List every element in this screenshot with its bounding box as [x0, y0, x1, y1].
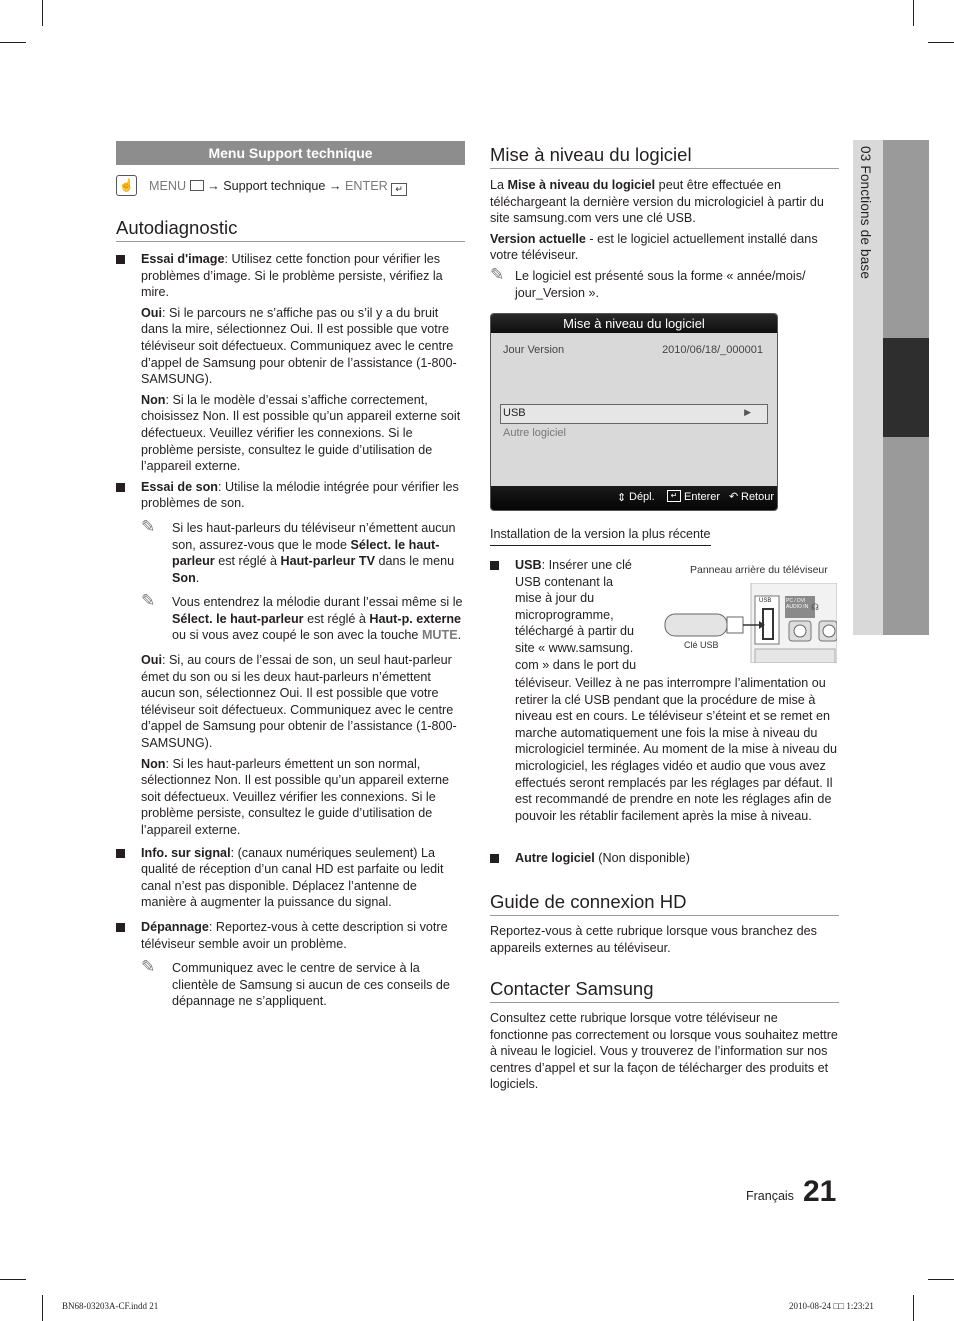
section-hd [490, 891, 839, 956]
note-pen-icon: ✎ [141, 957, 156, 977]
bullet-square [116, 923, 125, 932]
hd-text: Reportez-vous à cette rubrique lorsque vous branchez des appareils externes au téléviseur. [490, 924, 817, 955]
footer-language: Français [746, 1189, 794, 1203]
osd-jour-label: Jour Version [503, 344, 565, 356]
nav-arrow: → [207, 179, 220, 193]
menu-label: MENU [149, 179, 187, 193]
son-oui-non: Oui: Si, au cours de l’essai de son, un seul haut-parleur émet du son ou si les deux haut-parleurs n’émettent aucun son, sélectionnez Oui. Il est possible que votre téléviseur soit défectueux. Communiquez avec le centre d’appel de Samsung pour obtenir de l’assistance (1-800-SAMSUNG). Non: Si les haut-parleurs émettent un son normal, sélectionnez Non. Il est possible qu’un appareil externe soit défectueux. Veuillez vérifier les connexions. Si le problème persiste, consultez le guide d’utilisation de l’appareil externe. [141, 653, 457, 837]
heading-autodiagnostic: Autodiagnostic [116, 217, 465, 242]
print-date: 2010-08-24 □□ 1:23:21 [789, 1301, 874, 1311]
item-essai-image: Essai d'image: Utilisez cette fonction pour vérifier les problèmes d’image. Si le problème persiste, vérifiez la mire. Oui: Si le parcours ne s’affiche pas ou s’il y a du bruit dans la mire, sélectionnez Oui. Il est possible que votre téléviseur soit défectueux. Communiquez avec le centre d’appel de Samsung pour obtenir de l’assistance (1-800-SAMSUNG). Non: Si la le modèle d’essai s’affiche correctement, choisissez Non. Il est possible qu’un appareil externe soit défectueux. Veuillez vérifier les connexions. Si le problème persiste, consultez le guide d’utilisation de l’appareil externe. [116, 251, 465, 475]
osd-enterer: Enterer [684, 491, 721, 503]
bullet-square [116, 255, 125, 264]
menu-path [116, 175, 465, 195]
note-depannage: ✎ Communiquez avec le centre de service à la clientèle de Samsung si aucun de ces conseils de dépannage ne s’appliquent. [141, 957, 450, 1009]
enter-icon: ↵ [667, 490, 681, 502]
osd-footer [491, 486, 777, 510]
print-file: BN68-03203A-CF.indd 21 [62, 1301, 159, 1311]
osd-usb-label: USB [503, 407, 526, 419]
item-info-signal: Info. sur signal: (canaux numériques seulement) La qualité de réception d’un canal HD est parfaite ou ledit canal n’est pas disponible. Déplacez l’antenne de manière à augmenter la puissance du signal. [116, 845, 465, 911]
usb-key-caption: Clé USB [684, 640, 719, 650]
usb-item-top: USB: Insérer une clé USB contenant la mise à jour du microprogramme, téléchargé à partir du site « www.samsung. com » dans le port du [490, 557, 640, 673]
move-updown-icon: ⇕ [617, 492, 627, 504]
usb-illustration [663, 583, 837, 663]
menu-icon [190, 180, 204, 191]
port-pc-label: PC / DVI AUDIO IN [786, 598, 809, 610]
install-section [490, 526, 839, 546]
note-son-1: ✎ Si les haut-parleurs du téléviseur n’émettent aucun son, assurez-vous que le mode Sélect. le haut-parleur est réglé à Haut-parleur TV dans le menu Son. [141, 516, 456, 585]
hand-icon: ☝ [116, 175, 137, 196]
arrow-right-icon: ▶ [744, 407, 751, 417]
nav-support: Support technique [223, 179, 326, 193]
right-column [490, 144, 839, 301]
osd-title: Mise à niveau du logiciel [491, 314, 777, 333]
item-essai-son: Essai de son: Utilise la mélodie intégrée pour vérifier les problèmes de son. [116, 479, 465, 512]
bullet-square [116, 483, 125, 492]
note-pen-icon: ✎ [141, 591, 156, 611]
version-text: Version actuelle - est le logiciel actuellement installé dans votre téléviseur. [490, 231, 818, 263]
return-icon: ↶ [729, 491, 739, 503]
bullet-square [490, 561, 499, 570]
side-tab-label: 03 Fonctions de base [858, 146, 873, 280]
port-usb-label: USB [759, 598, 772, 604]
osd-autre-logiciel[interactable]: Autre logiciel [503, 427, 566, 439]
note-son-2: ✎ Vous entendrez la mélodie durant l’essai même si le Sélect. le haut-parleur est réglé à Haut-p. externe ou si vous avez coupé le son avec la touche MUTE. [141, 591, 463, 643]
usb-item-bottom: téléviseur. Veillez à ne pas interrompre l’alimentation ou retirer la clé USB pendant que la procédure de mise à niveau est en cours. Le téléviseur s’éteint et se remet en marche automatiquement une fois la mise à niveau du micrologiciel terminée. Au moment de la mise à niveau du micrologiciel, les réglages vidéo et audio que vous avez effectués seront remplacés par les réglages par défaut. Il est recommandé de prendre en note les réglages afin de pouvoir les rétablir facilement après la mise à niveau. [515, 676, 837, 823]
heading-contacter: Contacter Samsung [490, 978, 839, 1003]
note-format: ✎ Le logiciel est présenté sous la forme « année/mois/ jour_Version ». [490, 264, 806, 300]
headphone-icon: ☊ [811, 602, 819, 612]
item-depannage: Dépannage: Reportez-vous à cette description si votre téléviseur semble avoir un problème. [116, 919, 465, 952]
menu-support-bar: Menu Support technique [116, 141, 465, 165]
item-autre-logiciel: Autre logiciel (Non disponible) [490, 850, 839, 867]
left-column [116, 141, 465, 1010]
panel-caption: Panneau arrière du téléviseur [690, 564, 828, 576]
page-number: 21 [803, 1175, 837, 1208]
nav-enter: ENTER [345, 179, 388, 193]
side-tab-dark [883, 338, 929, 437]
nav-arrow: → [328, 179, 342, 193]
bullet-square [490, 854, 499, 863]
note-pen-icon: ✎ [141, 516, 156, 536]
install-title: Installation de la version la plus récente [490, 526, 711, 546]
heading-guide-hd: Guide de connexion HD [490, 891, 839, 916]
osd-jour-value: 2010/06/18/_000001 [662, 344, 763, 356]
bullet-square [116, 849, 125, 858]
contact-text: Consultez cette rubrique lorsque votre téléviseur ne fonctionne pas correctement ou lorsque vous souhaitez mettre à niveau le logiciel. Vous y trouverez de l’information sur nos centres d’appel et sur la façon de télécharger des produits et logiciels. [490, 1011, 838, 1092]
intro-text: La Mise à niveau du logiciel peut être effectuée en téléchargeant la dernière version du micrologiciel à partir du site samsung.com vers une clé USB. [490, 178, 824, 226]
osd-usb-option[interactable] [500, 404, 768, 424]
enter-icon: ↵ [391, 183, 407, 196]
osd-depl: Dépl. [629, 491, 655, 503]
usb-diagram [663, 583, 837, 663]
osd-retour: Retour [741, 491, 775, 503]
heading-mise-a-niveau: Mise à niveau du logiciel [490, 144, 839, 169]
section-contact [490, 978, 839, 1093]
note-pen-icon: ✎ [490, 264, 505, 284]
osd-upgrade-screen [490, 313, 778, 511]
